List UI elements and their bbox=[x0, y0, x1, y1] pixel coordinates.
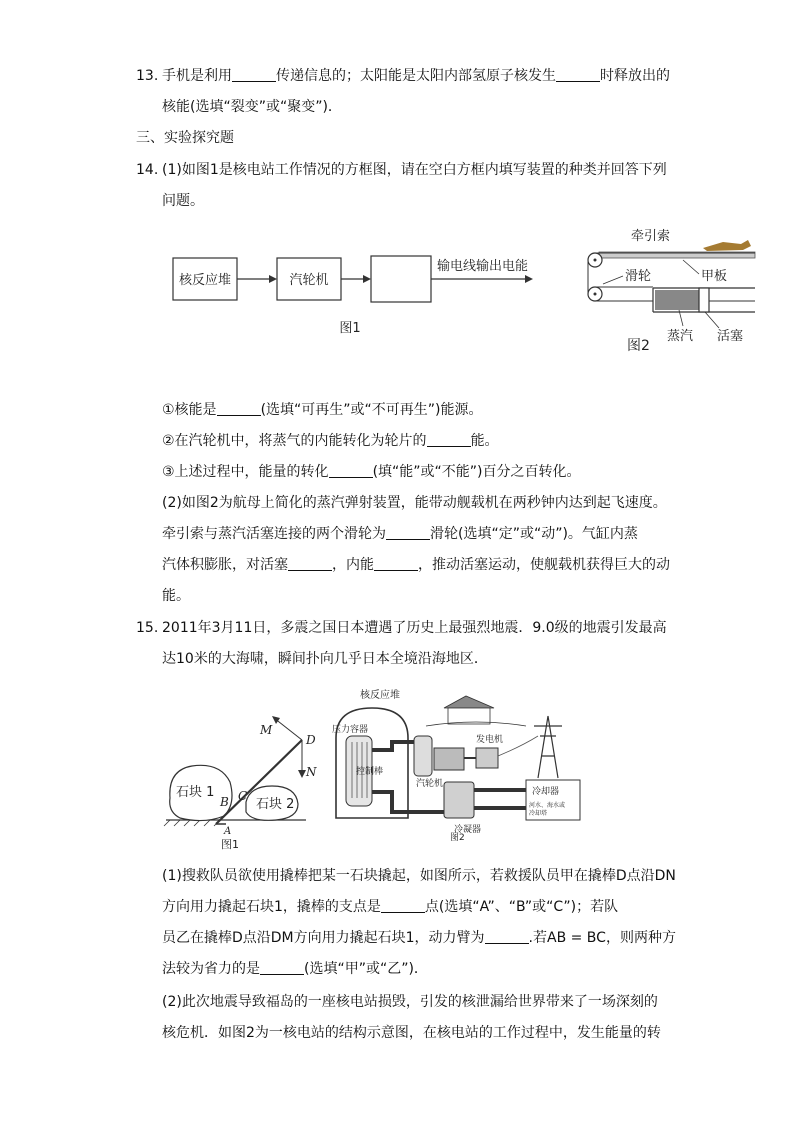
q14-sub-2-text-b: 能。 bbox=[470, 433, 499, 449]
stone-1-label: 石块 1 bbox=[176, 785, 215, 800]
cooler-note: 河水、海水或 bbox=[529, 802, 566, 809]
figure-1-caption: 图1 bbox=[339, 321, 361, 336]
q14-sub-3 bbox=[162, 462, 581, 482]
q14-blank-5[interactable] bbox=[288, 556, 332, 571]
q15-part1-line1: (1)搜救队员欲使用撬棒把某一石块撬起，如图所示，若救援队员甲在撬棒D点沿DN bbox=[162, 868, 676, 884]
arrow-icon bbox=[269, 275, 277, 283]
label-a: A bbox=[224, 826, 232, 837]
q15-line1: 2011年3月11日，多震之国日本遭遇了历史上最强烈地震．9.0级的地震引发最高 bbox=[162, 620, 667, 636]
label-d: D bbox=[306, 733, 316, 747]
q14-part2-line2 bbox=[162, 524, 638, 544]
q14-blank-4[interactable] bbox=[386, 525, 430, 540]
label-b: B bbox=[220, 795, 229, 809]
generator-label: 发电机 bbox=[476, 735, 504, 745]
q15-p1-l4-text-b: (选填“甲”或“乙”)． bbox=[304, 961, 428, 977]
q15-p1-l3-text-a: 员乙在撬棒D点沿DM方向用力撬起石块1，动力臂为 bbox=[162, 930, 485, 946]
output-label: 输电线输出电能 bbox=[437, 259, 529, 274]
turbine bbox=[434, 748, 464, 770]
arrow-icon bbox=[363, 275, 371, 283]
q13-text-a: 手机是利用 bbox=[162, 68, 232, 84]
q14-intro-2: 问题。 bbox=[162, 193, 204, 209]
condenser bbox=[444, 782, 474, 818]
steam-label: 蒸汽 bbox=[667, 329, 694, 344]
q15-p1-l3-text-b: .若AB = BC，则两种方 bbox=[528, 930, 676, 946]
q14-figure-2 bbox=[583, 222, 763, 352]
piston-label: 活塞 bbox=[717, 329, 744, 344]
q14-sub-1 bbox=[162, 400, 483, 420]
q13-blank-1[interactable] bbox=[232, 67, 276, 82]
q13-number: 13. bbox=[136, 68, 159, 84]
label-c: C bbox=[238, 789, 248, 803]
vessel-label: 压力容器 bbox=[332, 725, 369, 735]
q14-part2-line3 bbox=[162, 555, 670, 575]
q14-blank-2[interactable] bbox=[427, 432, 471, 447]
q15-figure-2-caption: 图2 bbox=[450, 833, 465, 843]
aircraft-icon bbox=[703, 240, 751, 251]
reactor-box-label: 核反应堆 bbox=[178, 273, 232, 288]
q14-number: 14. bbox=[136, 162, 159, 178]
force-dm-arrow-icon bbox=[272, 716, 280, 724]
q15-figure-1-caption: 图1 bbox=[221, 838, 239, 851]
q14-part2-line4: 能。 bbox=[162, 588, 190, 604]
q15-part2-line1: (2)此次地震导致福岛的一座核电站损毁，引发的核泄漏给世界带来了一场深刻的 bbox=[162, 994, 658, 1010]
q15-part1-line4 bbox=[162, 959, 428, 979]
rod-label: 控制棒 bbox=[356, 767, 384, 777]
q15-p1-l4-text-a: 法较为省力的是 bbox=[162, 961, 260, 977]
q14-sub-1-text-a: ①核能是 bbox=[162, 402, 217, 418]
reactor-label: 核反应堆 bbox=[360, 690, 400, 701]
q15-p1-l2-text-b: 点(选填“A”、“B”或“C”)；若队 bbox=[424, 899, 619, 915]
q15-part1-line2 bbox=[162, 897, 618, 917]
q15-figure-1 bbox=[164, 712, 317, 852]
q15-figure-2 bbox=[326, 686, 592, 842]
q14-p2-l3-text-b: ，内能 bbox=[332, 557, 374, 573]
q13-text-b: 传递信息的；太阳能是太阳内部氢原子核发生 bbox=[276, 68, 556, 84]
power-tower-icon bbox=[534, 716, 562, 778]
q14-blank-6[interactable] bbox=[374, 556, 418, 571]
blank-box[interactable] bbox=[371, 256, 431, 302]
q14-intro-1: (1)如图1是核电站工作情况的方框图，请在空白方框内填写装置的种类并回答下列 bbox=[162, 162, 667, 178]
steam-region bbox=[655, 290, 699, 310]
label-m: M bbox=[260, 723, 273, 737]
condenser-label: 冷凝器 bbox=[454, 825, 482, 835]
q14-blank-3[interactable] bbox=[329, 463, 373, 478]
deck-label: 甲板 bbox=[701, 269, 728, 284]
q14-sub-2-text-a: ②在汽轮机中，将蒸气的内能转化为轮片的 bbox=[162, 433, 427, 449]
q14-blank-1[interactable] bbox=[217, 401, 261, 416]
q14-sub-2 bbox=[162, 431, 499, 451]
stone-2-label: 石块 2 bbox=[256, 797, 295, 812]
q15-p1-l2-text-a: 方向用力撬起石块1，撬棒的支点是 bbox=[162, 899, 381, 915]
q13-line2: 核能(选填“裂变”或“聚变”)． bbox=[162, 99, 342, 115]
q14-part2-line1: (2)如图2为航母上简化的蒸汽弹射装置，能带动舰载机在两秒钟内达到起飞速度。 bbox=[162, 495, 667, 511]
q13-text-c: 时释放出的 bbox=[600, 68, 670, 84]
turbine-label: 汽轮机 bbox=[416, 779, 444, 789]
q15-number: 15. bbox=[136, 620, 159, 636]
label-n: N bbox=[306, 765, 317, 779]
q15-part2-line2: 核危机．如图2为一核电站的结构示意图，在核电站的工作过程中，发生能量的转 bbox=[162, 1025, 661, 1041]
q14-p2-l3-text-a: 汽体积膨胀，对活塞 bbox=[162, 557, 288, 573]
arrow-icon bbox=[525, 275, 533, 283]
generator bbox=[476, 748, 498, 768]
house-icon bbox=[444, 696, 494, 708]
pulley-label: 滑轮 bbox=[625, 269, 652, 284]
q15-blank-1[interactable] bbox=[381, 898, 425, 913]
q15-blank-3[interactable] bbox=[260, 960, 304, 975]
cooler-note-2: 冷却塔 bbox=[529, 810, 548, 817]
figure-2-caption: 图2 bbox=[627, 338, 650, 354]
q15-blank-2[interactable] bbox=[485, 929, 529, 944]
q14-sub-3-text-b: (填“能”或“不能”)百分之百转化。 bbox=[372, 464, 581, 480]
section-title: 三、实验探究题 bbox=[136, 130, 234, 146]
q14-sub-1-text-b: (选填“可再生”或“不可再生”)能源。 bbox=[260, 402, 483, 418]
q14-p2-l2-text-a: 牵引索与蒸汽活塞连接的两个滑轮为 bbox=[162, 526, 386, 542]
q14-p2-l2-text-b: 滑轮(选填“定”或“动”)。气缸内蒸 bbox=[430, 526, 638, 542]
q13-blank-2[interactable] bbox=[556, 67, 600, 82]
q15-line2: 达10米的大海啸，瞬间扑向几乎日本全境沿海地区． bbox=[162, 651, 488, 667]
q15-part1-line3 bbox=[162, 928, 676, 948]
q14-sub-3-text-a: ③上述过程中，能量的转化 bbox=[162, 464, 329, 480]
turbine-box-label: 汽轮机 bbox=[289, 273, 329, 288]
cooler-label: 冷却器 bbox=[532, 787, 560, 797]
q13-line1 bbox=[162, 66, 670, 86]
rope-label: 牵引索 bbox=[631, 229, 671, 244]
q14-figure-1 bbox=[165, 236, 545, 346]
q14-p2-l3-text-c: ，推动活塞运动，使舰载机获得巨大的动 bbox=[418, 557, 670, 573]
force-dn-arrow-icon bbox=[298, 770, 306, 778]
piston bbox=[699, 288, 709, 312]
